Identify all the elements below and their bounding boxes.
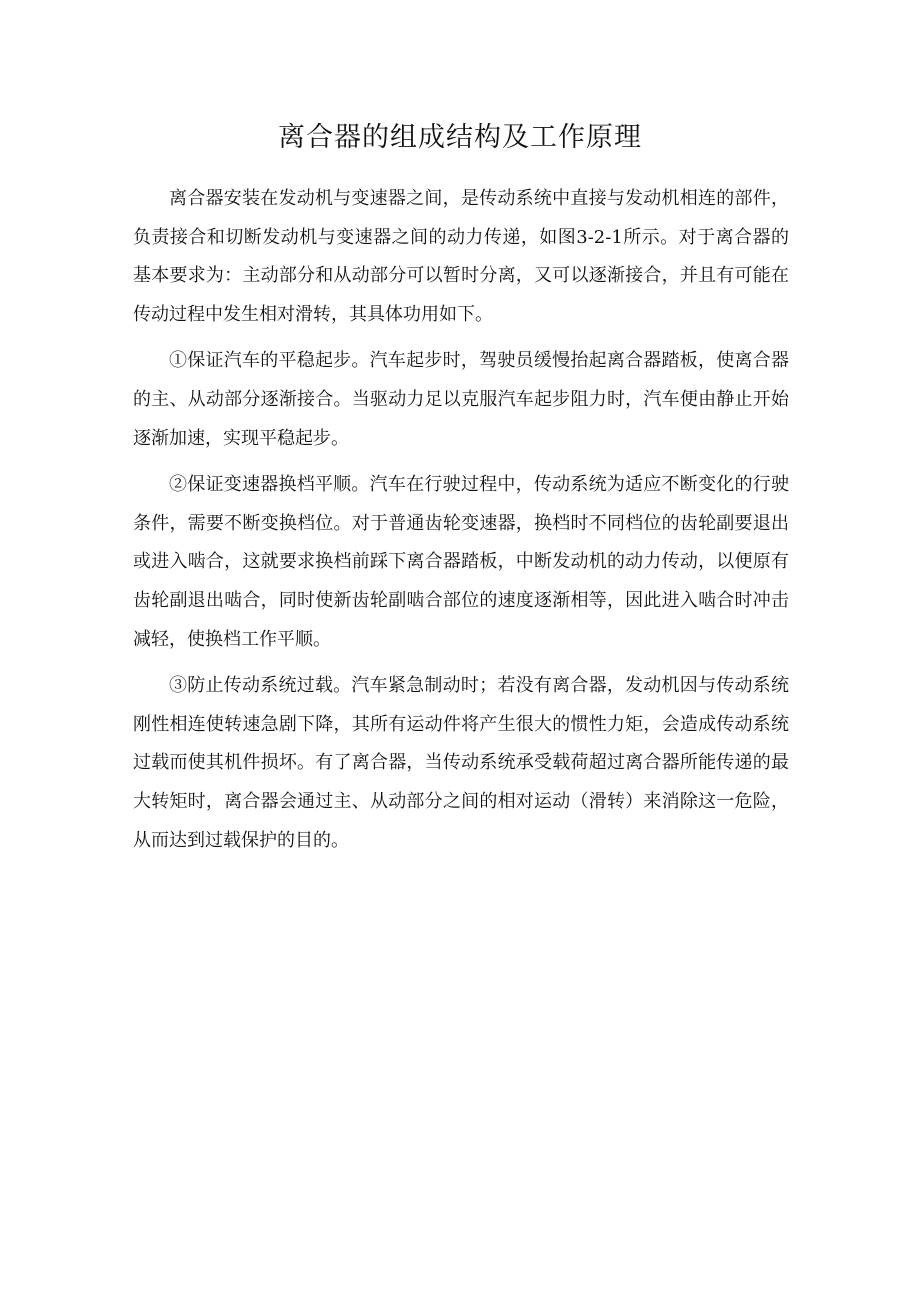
paragraph-intro: 离合器安装在发动机与变速器之间，是传动系统中直接与发动机相连的部件，负责接合和切断发动机与变速器之间的动力传递，如图3-2-1所示。对于离合器的基本要求为：主动部分和从动部分可以暂时分离，又可以逐渐接合，并且有可能在传动过程中发生相对滑转，其具体功用如下。 bbox=[133, 188, 789, 325]
paragraph-smooth-start: ①保证汽车的平稳起步。汽车起步时，驾驶员缓慢抬起离合器踏板，使离合器的主、从动部分逐渐接合。当驱动力足以克服汽车起步阻力时，汽车便由静止开始逐渐加速，实现平稳起步。 bbox=[133, 350, 789, 449]
paragraph-smooth-shift: ②保证变速器换档平顺。汽车在行驶过程中，传动系统为适应不断变化的行驶条件，需要不断变换档位。对于普通齿轮变速器，换档时不同档位的齿轮副要退出或进入啮合，这就要求换档前踩下离合器踏板，中断发动机的动力传动，以便原有齿轮副退出啮合，同时使新齿轮副啮合部位的速度逐渐相等，因此进入啮合时冲击减轻，使换档工作平顺。 bbox=[133, 474, 789, 650]
page-title: 离合器的组成结构及工作原理 bbox=[278, 122, 642, 153]
paragraph-overload-protection: ③防止传动系统过载。汽车紧急制动时；若没有离合器，发动机因与传动系统刚性相连使转速急剧下降，其所有运动件将产生很大的惯性力矩，会造成传动系统过载而使其机件损坏。有了离合器，当传动系统承受载荷超过离合器所能传递的最大转矩时，离合器会通过主、从动部分之间的相对运动（滑转）来消除这一危险，从而达到过载保护的目的。 bbox=[133, 675, 789, 851]
document-body bbox=[133, 180, 789, 860]
